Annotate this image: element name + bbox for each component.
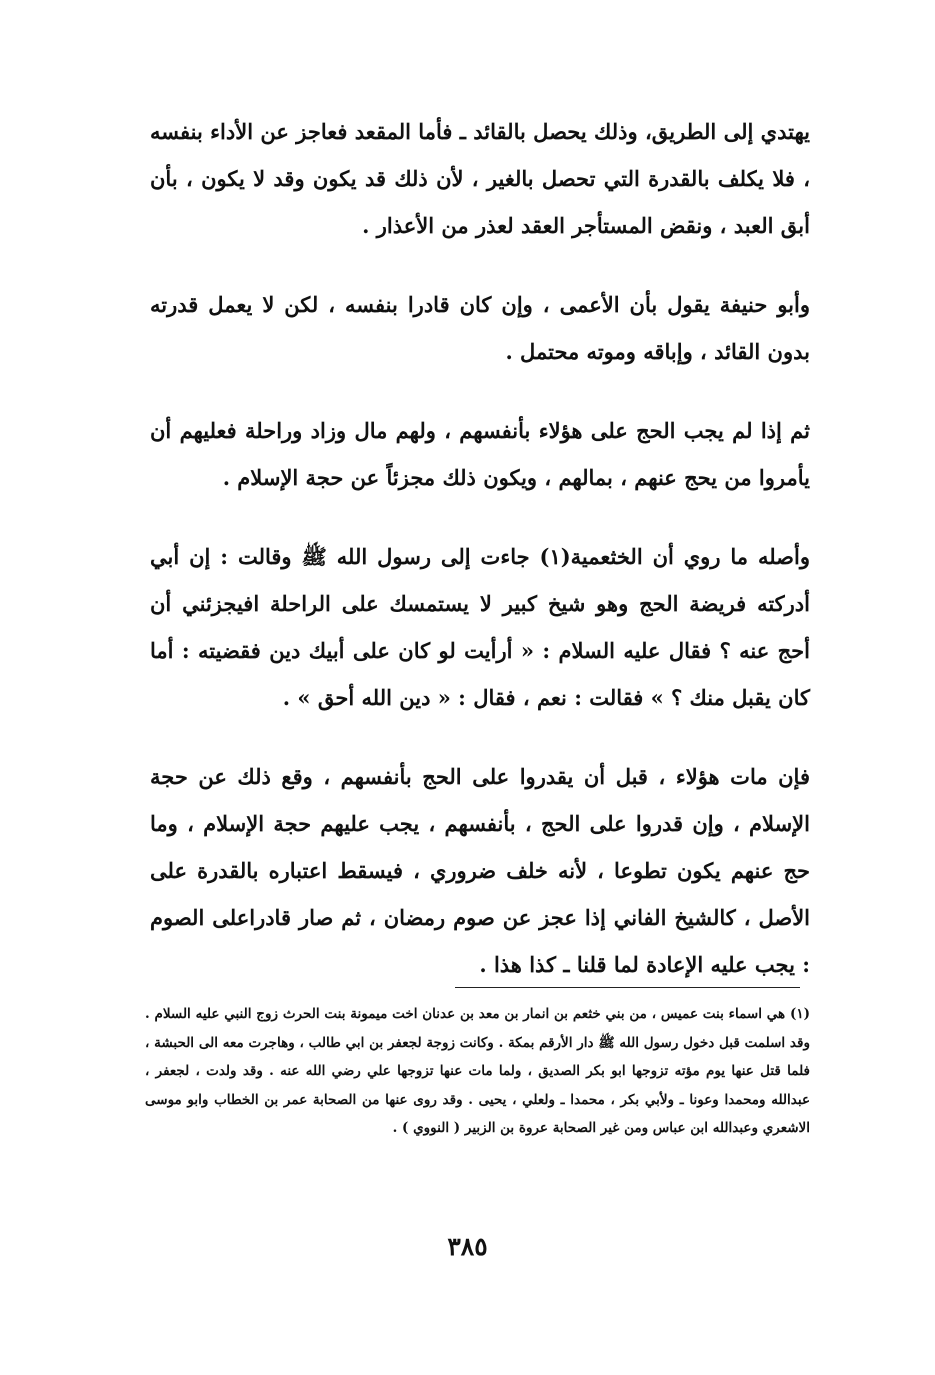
footnote-1: (١) هي اسماء بنت عميس ، من بني خثعم بن انمار بن معد بن عدنان اخت ميمونة بنت الحرث زوج النبي عليه السلام . وقد اسلمت قبل دخول رسول الله ﷺ دار الأرقم بمكة . وكانت زوجة لجعفر بن ابي طالب ، وهاجرت معه الى الحبشة ، فلما قتل عنها يوم مؤته تزوجها ابو بكر الصديق ، ولما مات عنها تزوجها علي رضي الله عنه . وقد ولدت ، لجعفر ، عبدالله ومحمدا وعونا ـ ولأبي بكر ، محمدا ـ ولعلي ، يحيى . وقد روى عنها من الصحابة عمر بن الخطاب وابو موسى الاشعري وعبدالله ابن عباس ومن غير الصحابة عروة بن الزبير ( النووي ) . (145, 1006, 810, 1136)
paragraph-1: يهتدي إلى الطريق، وذلك يحصل بالقائد ـ فأما المقعد فعاجز عن الأداء بنفسه ، فلا يكلف بالقدرة التي تحصل بالغير ، لأن ذلك قد يكون وقد لا يكون ، بأن أبق العبد ، ونقض المستأجر العقد لعذر من الأعذار . (150, 119, 810, 238)
paragraph-3: ثم إذا لم يجب الحج على هؤلاء بأنفسهم ، ولهم مال وزاد وراحلة فعليهم أن يأمروا من يحج عنهم ، بمالهم ، ويكون ذلك مجزئاً عن حجة الإسلام . (150, 418, 810, 490)
footnote-divider (455, 987, 800, 988)
paragraph-2: وأبو حنيفة يقول بأن الأعمى ، وإن كان قادرا بنفسه ، لكن لا يعمل قدرته بدون القائد ، وإباقه وموته محتمل . (150, 292, 810, 364)
paragraph-4: وأصله ما روي أن الخثعمية(١) جاءت إلى رسول الله ﷺ وقالت : إن أبي أدركته فريضة الحج وهو شيخ كبير لا يستمسك على الراحلة افيجزئني أن أحج عنه ؟ فقال عليه السلام : « أرأيت لو كان على أبيك دين فقضيته : أما كان يقبل منك ؟ » فقالت : نعم ، فقال : « دين الله أحق » . (150, 544, 810, 710)
paragraph-5: فإن مات هؤلاء ، قبل أن يقدروا على الحج بأنفسهم ، وقع ذلك عن حجة الإسلام ، وإن قدروا على الحج ، بأنفسهم ، يجب عليهم حجة الإسلام ، وما حج عنهم يكون تطوعا ، لأنه خلف ضروري ، فيسقط اعتباره بالقدرة على الأصل ، كالشيخ الفاني إذا عجز عن صوم رمضان ، ثم صار قادراعلى الصوم : يجب عليه الإعادة لما قلنا ـ كذا هذا . (150, 764, 810, 977)
page-number: ٣٨٥ (447, 1232, 488, 1261)
footnotes (145, 1000, 810, 1143)
main-text (150, 108, 810, 988)
